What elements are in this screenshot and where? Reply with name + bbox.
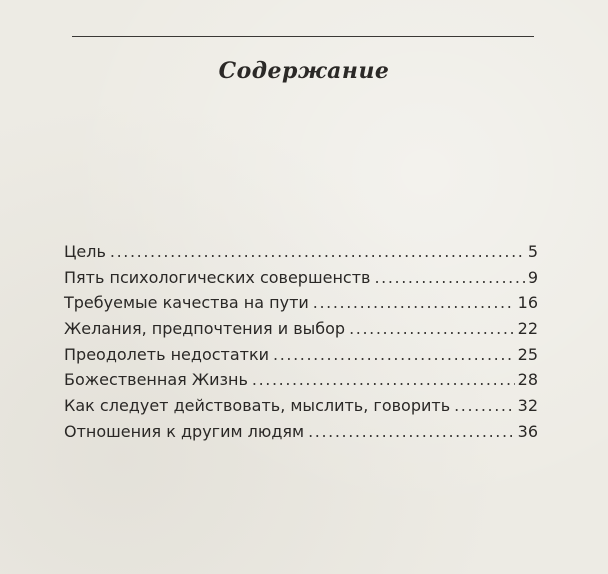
toc-entry-title: Цель xyxy=(64,242,106,261)
toc-entry-page: 16 xyxy=(517,293,538,313)
toc-entry xyxy=(64,290,538,316)
toc-entry-title: Требуемые качества на пути xyxy=(64,293,309,313)
toc-entry-page: 9 xyxy=(527,267,538,287)
toc-entry-page: 25 xyxy=(517,344,538,364)
toc-leader-dots xyxy=(313,290,515,316)
toc-leader-dots xyxy=(273,342,515,368)
toc-entry-title: Как следует действовать, мыслить, говорить xyxy=(64,396,451,416)
toc-entry-title: Божественная Жизнь xyxy=(64,370,248,390)
toc-entry xyxy=(64,393,538,419)
toc-entry-page: 32 xyxy=(517,396,538,416)
toc-leader-dots xyxy=(308,419,515,445)
toc-entry-page: 22 xyxy=(517,319,538,339)
toc-entry xyxy=(64,342,538,368)
toc-entry-page: 5 xyxy=(527,242,538,261)
toc-entry-title: Преодолеть недостатки xyxy=(64,344,270,364)
toc-entry xyxy=(64,419,538,445)
toc-entry xyxy=(64,367,538,393)
toc-entry-title: Пять психологических совершенств xyxy=(64,267,371,287)
table-of-contents xyxy=(64,239,538,445)
top-rule xyxy=(72,36,534,37)
toc-entry xyxy=(64,265,538,291)
toc-leader-dots xyxy=(349,316,515,342)
toc-entry xyxy=(64,239,538,265)
toc-entry-page: 36 xyxy=(517,421,538,441)
toc-leader-dots xyxy=(374,265,524,291)
toc-leader-dots xyxy=(252,367,515,393)
toc-entry xyxy=(64,316,538,342)
toc-leader-dots xyxy=(454,393,515,419)
toc-entry-page: 28 xyxy=(517,370,538,390)
toc-entry-title: Отношения к другим людям xyxy=(64,421,305,441)
toc-entry-title: Желания, предпочтения и выбор xyxy=(64,319,346,339)
page-title: Содержание xyxy=(218,58,390,84)
toc-leader-dots xyxy=(110,239,525,265)
